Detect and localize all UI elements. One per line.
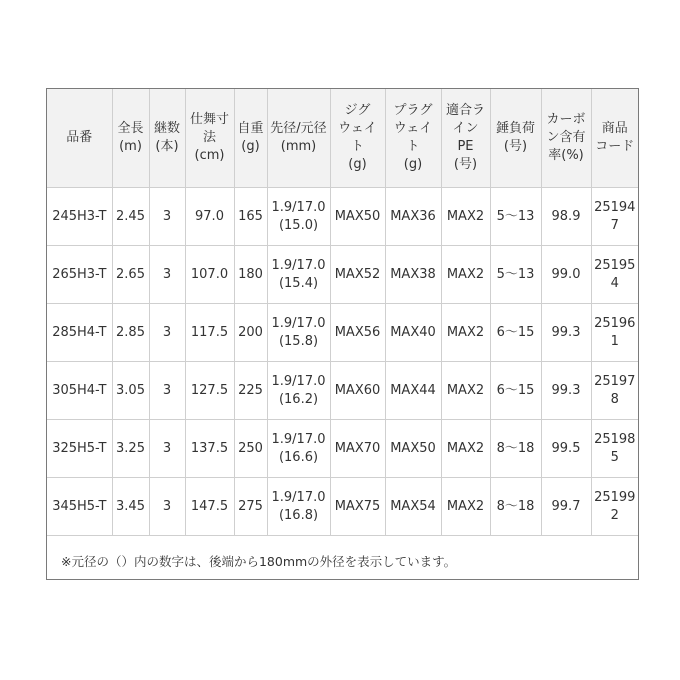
sinker-cell-text: 6～15 [496, 324, 535, 340]
diameter-cell-text: 1.9/17.0 [271, 489, 326, 505]
pieces-cell [149, 478, 185, 536]
model-cell [47, 362, 112, 420]
plug-weight-cell-text: MAX54 [390, 498, 436, 514]
pieces-cell [149, 362, 185, 420]
line-cell-text: MAX2 [446, 498, 485, 514]
column-header-line: 法 [202, 130, 216, 145]
weight-cell [234, 304, 267, 362]
column-header-line: (g) [403, 157, 423, 172]
pieces-cell-text: 3 [162, 498, 172, 514]
carbon-cell [541, 246, 591, 304]
column-header-line: カーボ [546, 112, 586, 127]
model-cell-text: 245H3-T [52, 208, 107, 224]
carbon-cell [541, 304, 591, 362]
length-cell-text: 2.45 [116, 208, 145, 224]
pieces-cell [149, 188, 185, 246]
model-cell-text: 345H5-T [52, 498, 107, 514]
product-code-cell-text: 25195 [594, 257, 636, 273]
column-header [591, 89, 638, 188]
column-header-line: (号) [503, 139, 528, 154]
closed-length-cell [185, 420, 234, 478]
table-row [47, 304, 638, 362]
model-cell-text: 305H4-T [52, 382, 107, 398]
column-header-line: 錘負荷 [495, 121, 535, 136]
column-header [267, 89, 330, 188]
product-code-cell-text: 25198 [594, 431, 636, 447]
carbon-cell [541, 420, 591, 478]
model-cell [47, 478, 112, 536]
jig-weight-cell-text: MAX75 [334, 498, 381, 514]
product-code-cell-text: 2 [610, 507, 619, 523]
line-cell [441, 246, 490, 304]
sinker-cell [490, 478, 541, 536]
column-header-line: ジグ [344, 103, 371, 118]
diameter-cell-text: 1.9/17.0 [271, 431, 326, 447]
carbon-cell [541, 188, 591, 246]
weight-cell [234, 362, 267, 420]
table-row [47, 362, 638, 420]
product-code-cell-text: 25199 [594, 489, 636, 505]
sinker-cell [490, 362, 541, 420]
jig-weight-cell-text: MAX50 [334, 208, 381, 224]
diameter-cell [267, 188, 330, 246]
closed-length-cell-text: 137.5 [190, 440, 229, 456]
product-code-cell-text: 8 [610, 391, 619, 407]
plug-weight-cell-text: MAX36 [390, 208, 436, 224]
pieces-cell [149, 246, 185, 304]
closed-length-cell [185, 188, 234, 246]
weight-cell-text: 180 [238, 266, 263, 282]
length-cell [112, 304, 149, 362]
jig-weight-cell-text: MAX60 [334, 382, 381, 398]
sinker-cell-text: 8～18 [496, 498, 535, 514]
pieces-cell-text: 3 [162, 382, 172, 398]
diameter-cell-text: 1.9/17.0 [271, 315, 326, 331]
carbon-cell-text: 99.7 [551, 498, 581, 514]
column-header [441, 89, 490, 188]
column-header-line: (g) [241, 139, 260, 154]
column-header-line: ウェイ [338, 121, 377, 136]
diameter-cell [267, 246, 330, 304]
length-cell [112, 246, 149, 304]
column-header [149, 89, 185, 188]
jig-weight-cell [330, 478, 385, 536]
table-header [47, 89, 638, 188]
diameter-cell [267, 478, 330, 536]
pieces-cell-text: 3 [162, 440, 172, 456]
column-header-line: (本) [155, 139, 179, 154]
diameter-cell-text: (15.4) [278, 275, 319, 291]
closed-length-cell [185, 478, 234, 536]
sinker-cell [490, 304, 541, 362]
sinker-cell-text: 5～13 [496, 208, 535, 224]
model-cell [47, 420, 112, 478]
closed-length-cell [185, 304, 234, 362]
column-header-line: (mm) [280, 139, 317, 154]
length-cell [112, 478, 149, 536]
plug-weight-cell-text: MAX44 [390, 382, 436, 398]
product-code-cell [591, 188, 638, 246]
closed-length-cell-text: 117.5 [190, 324, 229, 340]
line-cell-text: MAX2 [446, 440, 485, 456]
diameter-cell-text: (15.8) [278, 333, 319, 349]
diameter-cell-text: (15.0) [278, 217, 319, 233]
plug-weight-cell-text: MAX50 [390, 440, 436, 456]
footnote: ※元径の（）内の数字は、後端から180mmの外径を表示しています。 [61, 554, 457, 569]
line-cell-text: MAX2 [446, 266, 485, 282]
closed-length-cell [185, 246, 234, 304]
sinker-cell [490, 188, 541, 246]
diameter-cell-text: 1.9/17.0 [271, 257, 326, 273]
table-row [47, 246, 638, 304]
model-cell [47, 246, 112, 304]
sinker-cell [490, 246, 541, 304]
column-header-line: イン [452, 121, 479, 136]
diameter-cell-text: (16.8) [278, 507, 319, 523]
closed-length-cell-text: 127.5 [190, 382, 229, 398]
jig-weight-cell [330, 420, 385, 478]
model-cell-text: 265H3-T [52, 266, 107, 282]
closed-length-cell-text: 97.0 [195, 208, 224, 224]
table-body [47, 188, 638, 536]
product-code-cell [591, 362, 638, 420]
length-cell-text: 2.65 [116, 266, 145, 282]
product-code-cell [591, 420, 638, 478]
product-code-cell [591, 246, 638, 304]
product-code-cell-text: 4 [610, 275, 619, 291]
column-header-line: 率(%) [548, 148, 584, 163]
pieces-cell-text: 3 [162, 208, 172, 224]
pieces-cell-text: 3 [162, 266, 172, 282]
plug-weight-cell [385, 304, 441, 362]
diameter-cell-text: 1.9/17.0 [271, 199, 326, 215]
sinker-cell-text: 8～18 [496, 440, 535, 456]
sinker-cell [490, 420, 541, 478]
line-cell-text: MAX2 [446, 324, 485, 340]
plug-weight-cell-text: MAX40 [390, 324, 436, 340]
plug-weight-cell [385, 362, 441, 420]
line-cell [441, 420, 490, 478]
jig-weight-cell [330, 362, 385, 420]
column-header [112, 89, 149, 188]
line-cell [441, 188, 490, 246]
column-header [330, 89, 385, 188]
column-header-line: プラグ [393, 103, 433, 118]
diameter-cell [267, 420, 330, 478]
pieces-cell [149, 420, 185, 478]
column-header-line: 商品 [601, 121, 628, 136]
jig-weight-cell-text: MAX56 [334, 324, 381, 340]
table-row [47, 188, 638, 246]
product-code-cell-text: 25194 [594, 199, 636, 215]
diameter-cell [267, 362, 330, 420]
spec-table-frame [46, 88, 639, 580]
weight-cell [234, 420, 267, 478]
pieces-cell-text: 3 [162, 324, 172, 340]
line-cell-text: MAX2 [446, 208, 485, 224]
closed-length-cell-text: 107.0 [190, 266, 229, 282]
column-header [185, 89, 234, 188]
column-header-line: 全長 [117, 121, 144, 136]
column-header-line: コード [595, 139, 635, 154]
length-cell-text: 3.05 [116, 382, 145, 398]
weight-cell [234, 188, 267, 246]
weight-cell-text: 250 [238, 440, 263, 456]
column-header-line: ト [406, 139, 420, 154]
column-header [234, 89, 267, 188]
carbon-cell-text: 99.0 [551, 266, 581, 282]
plug-weight-cell [385, 478, 441, 536]
spec-table [47, 89, 638, 536]
jig-weight-cell-text: MAX52 [334, 266, 381, 282]
length-cell-text: 3.45 [116, 498, 145, 514]
column-header [385, 89, 441, 188]
closed-length-cell [185, 362, 234, 420]
model-cell [47, 304, 112, 362]
weight-cell-text: 200 [238, 324, 263, 340]
column-header-line: 自重 [237, 121, 264, 136]
carbon-cell-text: 99.3 [551, 382, 581, 398]
table-row [47, 420, 638, 478]
column-header-line: 適合ラ [445, 103, 485, 118]
carbon-cell [541, 478, 591, 536]
product-code-cell-text: 7 [610, 217, 619, 233]
column-header [490, 89, 541, 188]
diameter-cell [267, 304, 330, 362]
weight-cell-text: 225 [238, 382, 263, 398]
length-cell [112, 362, 149, 420]
line-cell [441, 304, 490, 362]
weight-cell [234, 478, 267, 536]
length-cell [112, 188, 149, 246]
product-code-cell-text: 1 [610, 333, 619, 349]
weight-cell [234, 246, 267, 304]
column-header-line: ト [350, 139, 364, 154]
length-cell-text: 3.25 [116, 440, 145, 456]
column-header-line: ウェイ [393, 121, 433, 136]
length-cell-text: 2.85 [116, 324, 145, 340]
jig-weight-cell [330, 304, 385, 362]
column-header-line: 仕舞寸 [189, 112, 229, 127]
column-header-line: PE [457, 139, 474, 154]
model-cell-text: 325H5-T [52, 440, 107, 456]
length-cell [112, 420, 149, 478]
diameter-cell-text: 1.9/17.0 [271, 373, 326, 389]
plug-weight-cell-text: MAX38 [390, 266, 436, 282]
jig-weight-cell-text: MAX70 [334, 440, 381, 456]
column-header-line: (m) [119, 139, 142, 154]
plug-weight-cell [385, 246, 441, 304]
product-code-cell-text: 25196 [594, 315, 636, 331]
product-code-cell [591, 304, 638, 362]
column-header-line: (cm) [194, 148, 225, 163]
table-row [47, 478, 638, 536]
product-code-cell [591, 478, 638, 536]
sinker-cell-text: 5～13 [496, 266, 535, 282]
column-header [47, 89, 112, 188]
plug-weight-cell [385, 420, 441, 478]
column-header-line: (号) [453, 157, 478, 172]
column-header-line: 継数 [153, 121, 180, 136]
column-header-line: (g) [348, 157, 367, 172]
carbon-cell-text: 99.5 [551, 440, 581, 456]
line-cell [441, 362, 490, 420]
diameter-cell-text: (16.6) [278, 449, 319, 465]
product-code-cell-text: 25197 [594, 373, 636, 389]
line-cell-text: MAX2 [446, 382, 485, 398]
model-cell [47, 188, 112, 246]
jig-weight-cell [330, 246, 385, 304]
product-code-cell-text: 5 [610, 449, 619, 465]
line-cell [441, 478, 490, 536]
column-header-line: 品番 [66, 130, 93, 145]
weight-cell-text: 275 [238, 498, 263, 514]
carbon-cell [541, 362, 591, 420]
carbon-cell-text: 99.3 [551, 324, 581, 340]
header-row [47, 89, 638, 188]
carbon-cell-text: 98.9 [551, 208, 581, 224]
column-header-line: ン含有 [546, 130, 586, 145]
closed-length-cell-text: 147.5 [190, 498, 229, 514]
column-header [541, 89, 591, 188]
diameter-cell-text: (16.2) [278, 391, 319, 407]
jig-weight-cell [330, 188, 385, 246]
weight-cell-text: 165 [238, 208, 263, 224]
sinker-cell-text: 6～15 [496, 382, 535, 398]
plug-weight-cell [385, 188, 441, 246]
column-header-line: 先径/元径 [270, 121, 327, 136]
pieces-cell [149, 304, 185, 362]
model-cell-text: 285H4-T [52, 324, 107, 340]
